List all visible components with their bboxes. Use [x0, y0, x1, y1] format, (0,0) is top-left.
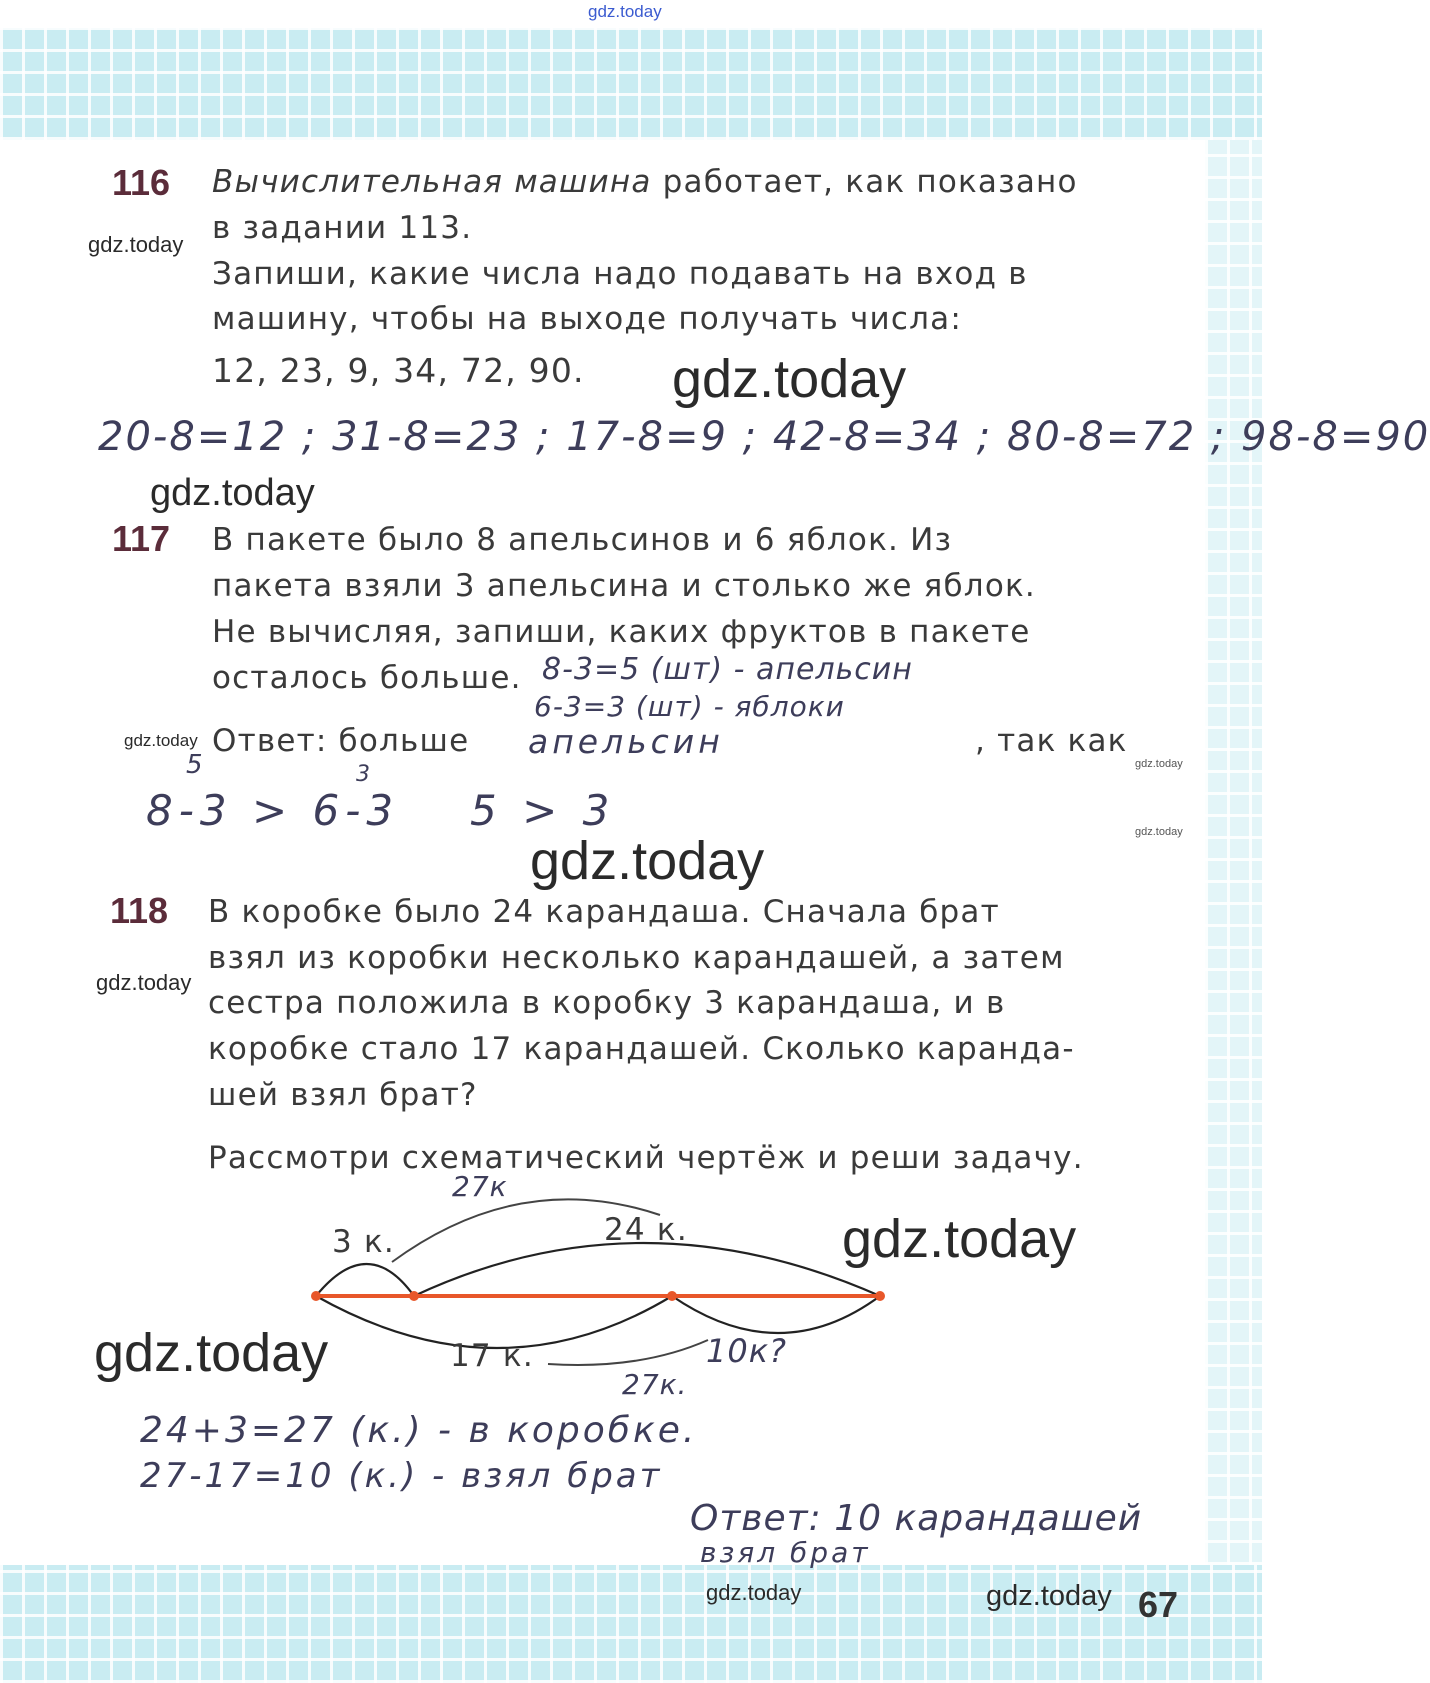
- task118-line3: сестра положила в коробку 3 карандаша, и в: [208, 985, 1006, 1021]
- watermark: gdz.today: [1135, 826, 1183, 838]
- task118-line5: шей взял брат?: [208, 1077, 478, 1113]
- task118-solution-line1: 24+3=27 (к.) - в коробке.: [140, 1410, 698, 1451]
- task118-line4: коробке стало 17 карандашей. Сколько каранда-: [208, 1031, 1075, 1067]
- watermark: gdz.today: [150, 472, 315, 514]
- task116-term: Вычислительная машина: [212, 164, 652, 200]
- watermark: gdz.today: [88, 232, 184, 257]
- task117-answer-hand: апельсин: [528, 722, 724, 761]
- task116-numbers: 12, 23, 9, 34, 72, 90.: [212, 351, 585, 390]
- task-number-117: 117: [112, 518, 171, 559]
- watermark: gdz.today: [672, 349, 907, 409]
- task117-line3: Не вычисляя, запиши, каких фруктов в пакете: [212, 614, 1031, 650]
- task117-hand-compare: 8-3 > 6-3: [146, 786, 400, 835]
- diagram-label-3: 3 к.: [332, 1224, 395, 1260]
- task118-line1: В коробке было 24 карандаша. Сначала брат: [208, 894, 1000, 930]
- watermark: gdz.today: [986, 1580, 1112, 1612]
- task117-hand-line1: 8-3=5 (шт) - апельсин: [542, 652, 913, 687]
- task117-hand-five: 5: [186, 750, 204, 780]
- diagram-label-17: 17 к.: [450, 1338, 534, 1374]
- watermark: gdz.today: [706, 1580, 802, 1605]
- watermark: gdz.today: [588, 2, 662, 21]
- task118-solution-line2: 27-17=10 (к.) - взял брат: [140, 1456, 663, 1496]
- task118-line2: взял из коробки несколько карандашей, а затем: [208, 940, 1065, 976]
- task117-hand-line2: 6-3=3 (шт) - яблоки: [534, 690, 845, 723]
- diagram-arc-3: [316, 1264, 414, 1296]
- watermark: gdz.today: [842, 1209, 1077, 1269]
- watermark: gdz.today: [530, 831, 765, 891]
- task117-line2: пакета взяли 3 апельсина и столько же яблок.: [212, 568, 1036, 604]
- task116-line1-rest: работает, как показано: [662, 164, 1078, 200]
- task116-line3: Запиши, какие числа надо подавать на вход в: [212, 256, 1028, 292]
- diagram-point-a: [409, 1291, 419, 1301]
- task117-line4: осталось больше.: [212, 660, 522, 696]
- watermark: gdz.today: [124, 731, 198, 750]
- page-number: 67: [1138, 1584, 1179, 1625]
- task117-hand-three: 3: [356, 762, 371, 787]
- task-number-116: 116: [112, 162, 171, 203]
- task117-hand-result: 5 > 3: [470, 786, 616, 835]
- diagram-point-b: [667, 1291, 677, 1301]
- task117-answer-tail: , так как: [975, 723, 1128, 759]
- task116-line2: в задании 113.: [212, 210, 473, 246]
- diagram-hand-10: 10к?: [706, 1332, 788, 1370]
- diagram-hand-27-bottom: 27к.: [622, 1368, 688, 1401]
- task-number-118: 118: [110, 890, 169, 931]
- task116-line4: машину, чтобы на выходе получать числа:: [212, 301, 962, 337]
- diagram-point-end: [875, 1291, 885, 1301]
- diagram-arc-unknown: [672, 1296, 880, 1333]
- task118-answer-line1: Ответ: 10 карандашей: [690, 1498, 1143, 1539]
- task118-answer-line2: взял брат: [700, 1536, 871, 1569]
- diagram-arc-24: [414, 1243, 880, 1296]
- watermark: gdz.today: [94, 1323, 329, 1383]
- diagram-hand-27-top: 27к: [452, 1170, 508, 1203]
- task116-handwritten-answer: 20-8=12 ; 31-8=23 ; 17-8=9 ; 42-8=34 ; 80-8=72 ; 98-8=90: [98, 414, 1430, 460]
- task118-line6: Рассмотри схематический чертёж и реши задачу.: [208, 1140, 1084, 1176]
- task117-answer-label: Ответ: больше: [212, 723, 470, 759]
- task117-line1: В пакете было 8 апельсинов и 6 яблок. Из: [212, 522, 953, 558]
- diagram-hand-arrow: [548, 1340, 708, 1365]
- diagram-point-start: [311, 1291, 321, 1301]
- watermark: gdz.today: [1135, 758, 1183, 770]
- watermark: gdz.today: [96, 970, 192, 995]
- diagram-label-24: 24 к.: [604, 1212, 688, 1248]
